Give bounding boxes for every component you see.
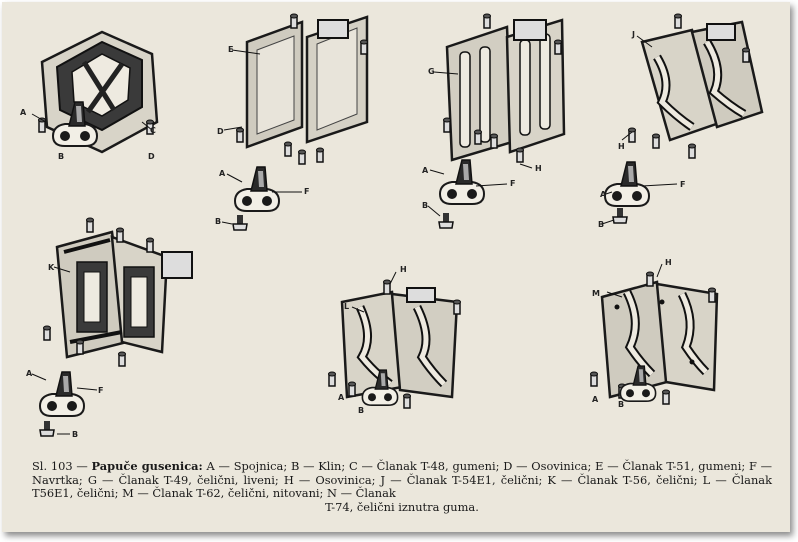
shoe-t49-illustration (428, 14, 564, 228)
label-a-shoe1: A (20, 108, 27, 117)
caption-body: A — Spojnica; B — Klin; C — Članak T-48, gumeni; D — Osovinica; E — Članak T-51, gumeni; F — Navrtka; G — Članak T-49, čelični, liveni; H — Osovinica; J — Članak T-54E1, čelični; K — Članak T-56, čelični; L — Članak T56E1, čelični; M — Članak T-62, čelični, nitovani; N — Članak (32, 459, 773, 501)
label-h-shoe4: H (618, 142, 625, 151)
shoe-t51-illustration (222, 14, 368, 230)
label-k-shoe5: K (48, 263, 55, 272)
label-m-shoe7: M (592, 289, 600, 298)
label-b-shoe6: B (358, 406, 365, 415)
book-page (2, 2, 790, 532)
shoe-t56e1-illustration (329, 272, 461, 408)
label-l-shoe6: L (344, 302, 350, 311)
label-b-shoe7: B (618, 400, 625, 409)
label-a-shoe5: A (26, 369, 33, 378)
label-b-shoe1: B (58, 152, 65, 161)
shoe-t48-illustration (32, 32, 157, 152)
shoe-t54e1-illustration (602, 14, 762, 224)
label-d-shoe1: D (148, 152, 155, 161)
label-b-shoe4: B (598, 220, 605, 229)
label-b-shoe3: B (422, 201, 429, 210)
label-a-shoe4: A (600, 190, 607, 199)
label-a-shoe3: A (422, 166, 429, 175)
label-f-shoe3: F (510, 179, 516, 188)
label-h-shoe3: H (535, 164, 542, 173)
shoe-t62-illustration (591, 264, 718, 404)
label-c-shoe1: C (150, 126, 156, 135)
label-j-shoe4: J (632, 30, 635, 39)
label-f-shoe4: F (680, 180, 686, 189)
caption-last-line: T-74, čelični iznutra guma. (325, 499, 479, 514)
caption-title: Papuče gusenica: (91, 459, 203, 473)
track-shoe-illustrations (2, 2, 790, 457)
label-g-shoe3: G (428, 67, 435, 76)
label-h-shoe6: H (400, 265, 407, 274)
label-f-shoe2: F (304, 187, 310, 196)
label-b-shoe2: B (215, 217, 222, 226)
label-e-shoe2: E (228, 45, 234, 54)
label-a-shoe7: A (592, 395, 599, 404)
label-a-shoe6: A (338, 393, 345, 402)
label-f-shoe5: F (98, 386, 104, 395)
label-d-shoe2: D (217, 127, 224, 136)
caption-number: Sl. 103 — (32, 459, 88, 473)
figure-caption (32, 460, 772, 514)
shoe-t56-illustration (32, 218, 192, 436)
label-b-shoe5: B (72, 430, 79, 439)
label-h-shoe7: H (665, 258, 672, 267)
label-a-shoe2: A (219, 169, 226, 178)
